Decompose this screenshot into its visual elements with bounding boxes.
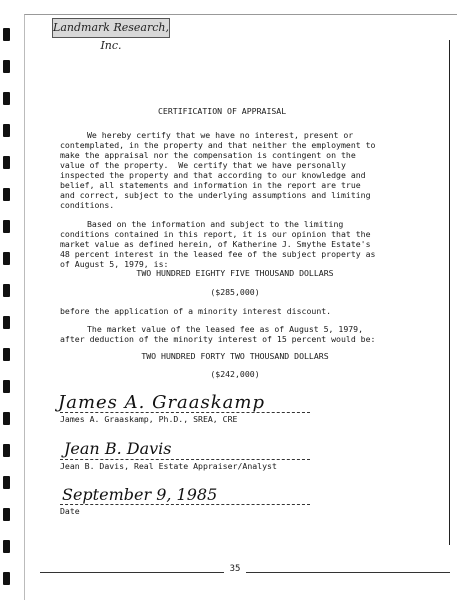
discounted-value-figure: ($242,000): [210, 369, 260, 379]
binding-hole: [3, 92, 10, 105]
binding-hole: [3, 188, 10, 201]
binding-hole: [3, 380, 10, 393]
market-value-words: TWO HUNDRED EIGHTY FIVE THOUSAND DOLLARS: [136, 268, 334, 278]
signature-caption-davis: Jean B. Davis, Real Estate Appraiser/Analyst: [60, 461, 277, 471]
date-caption: Date: [60, 506, 80, 516]
text-line: and correct, subject to the underlying assumptions and limiting: [60, 190, 371, 200]
text-line: conditions contained in this report, it is our opinion that the: [60, 229, 371, 239]
letterhead-logo: Landmark Research, Inc.: [52, 18, 170, 38]
binding-hole: [3, 60, 10, 73]
text-line: inspected the property and that according to our knowledge and: [60, 170, 366, 180]
right-margin-rule: [449, 40, 450, 545]
text-line: value of the property. We certify that we have personally: [60, 160, 346, 170]
binding-hole: [3, 540, 10, 553]
discount-note: before the application of a minority interest discount.: [60, 306, 332, 316]
text-line: of August 5, 1979, is:: [60, 259, 169, 269]
signature-davis: Jean B. Davis: [64, 439, 172, 458]
binding-hole: [3, 476, 10, 489]
date-handwritten: September 9, 1985: [62, 485, 218, 504]
page-number: 35: [224, 564, 246, 574]
text-line: conditions.: [60, 200, 115, 210]
binding-hole: [3, 156, 10, 169]
binding-hole: [3, 220, 10, 233]
signature-caption-graaskamp: James A. Graaskamp, Ph.D., SREA, CRE: [60, 414, 238, 424]
binding-hole: [3, 348, 10, 361]
binding-hole: [3, 508, 10, 521]
text-line: after deduction of the minority interest of 15 percent would be:: [60, 334, 376, 344]
text-line: 48 percent interest in the leased fee of the subject property as: [60, 249, 376, 259]
text-line: contemplated, in the property and that neither the employment to: [60, 140, 376, 150]
text-line: market value as defined herein, of Katherine J. Smythe Estate's: [60, 239, 371, 249]
date-line: [60, 504, 310, 505]
binding-hole: [3, 316, 10, 329]
binding-hole: [3, 252, 10, 265]
document-title: CERTIFICATION OF APPRAISAL: [158, 106, 287, 116]
discounted-value-words: TWO HUNDRED FORTY TWO THOUSAND DOLLARS: [141, 351, 329, 361]
binding-hole: [3, 284, 10, 297]
signature-line: [60, 459, 310, 460]
binding-hole: [3, 412, 10, 425]
binding-hole: [3, 444, 10, 457]
text-line: make the appraisal nor the compensation is contingent on the: [60, 150, 356, 160]
text-line: We hereby certify that we have no interest, present or: [87, 130, 354, 140]
market-value-figure: ($285,000): [210, 287, 260, 297]
binding-hole: [3, 28, 10, 41]
binding-hole: [3, 124, 10, 137]
text-line: belief, all statements and information in the report are true: [60, 180, 361, 190]
signature-graaskamp: James A. Graaskamp: [58, 392, 265, 413]
text-line: Based on the information and subject to the limiting: [87, 219, 344, 229]
text-line: The market value of the leased fee as of August 5, 1979,: [87, 324, 364, 334]
binding-hole: [3, 572, 10, 585]
signature-line: [60, 412, 310, 413]
